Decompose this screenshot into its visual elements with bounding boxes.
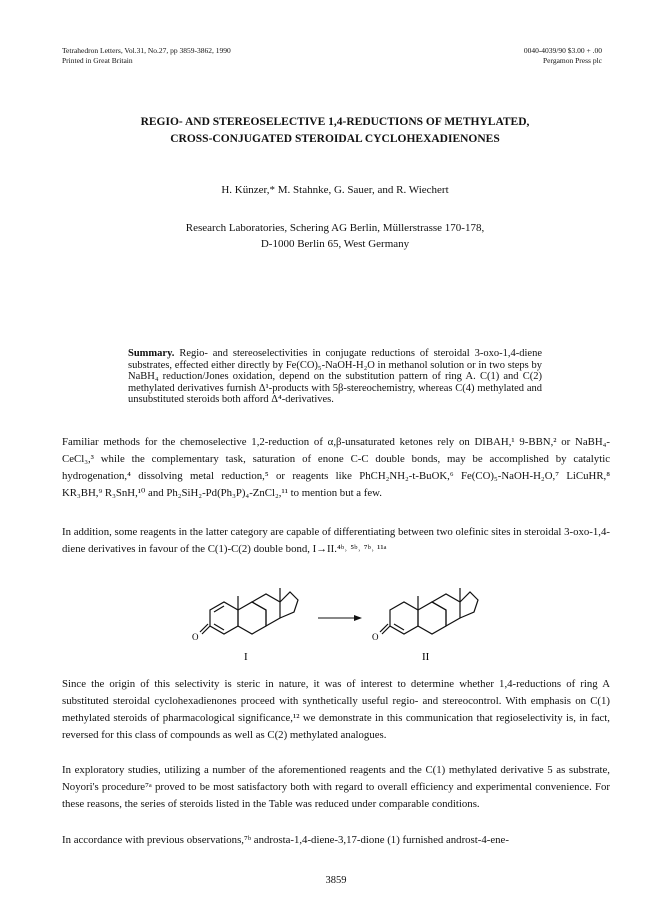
- paragraph-1-text: Familiar methods for the chemoselective 1,2-reduction of α,β-unsaturated ketones rely on DIBAH,¹ 9-BBN,² or NaBH₄-CeCl₃,³ while the complementary task, saturation of enone C-C double bonds, may be accomplished by catalytic hydrogenation,⁴ dissolving metal reduction,⁵ or reagents like PhCH₂NH₂-t-BuOK,⁶ Fe(CO)₅-NaOH-H₂O,⁷ LiCuHR,⁸ KR₃BH,⁹ R₃SnH,¹⁰ and Ph₂SiH₂-Pd(Ph₃P)₄-ZnCl₂,¹¹ to mention but a few.: [62, 436, 610, 499]
- title-line-1: REGIO- AND STEREOSELECTIVE 1,4-REDUCTIONS OF METHYLATED,: [140, 116, 530, 128]
- printed-note: Printed in Great Britain: [62, 56, 133, 65]
- carbonyl-second-II: [380, 624, 388, 632]
- ring-d-II: [460, 592, 478, 618]
- ring-c-I: [252, 594, 280, 626]
- paragraph-1: [62, 434, 610, 502]
- reaction-scheme: [180, 574, 490, 666]
- reaction-arrow: [318, 615, 362, 621]
- paragraph-2-text: In addition, some reagents in the latter category are capable of differentiating between two olefinic sites in steroidal 3-oxo-1,4-diene derivatives in favour of the C(1)-C(2) double bond, I→II.⁴ᵇ˒ ⁵ᵇ˒ ⁷ᵇ˒ ¹¹ᵃ: [62, 526, 610, 555]
- paragraph-3: [62, 676, 610, 744]
- ring-a-II: [390, 602, 418, 634]
- structure-label-I: I: [244, 651, 248, 663]
- paragraph-3-text: Since the origin of this selectivity is steric in nature, it was of interest to determine whether 1,4-reductions of ring A substituted steroidal cyclohexadienones proceed with synthetically useful regio- and stereocontrol. With emphasis on C(1) methylated steroids of pharmacological significance,¹² we demonstrate in this communication that regioselectivity is, in fact, reversed for this class of compounds as well as C(2) methylated analogues.: [62, 678, 610, 741]
- summary-label: Summary.: [128, 348, 175, 359]
- paragraph-2: [62, 524, 610, 558]
- ring-b-II: [418, 602, 446, 634]
- paragraph-4-text: In exploratory studies, utilizing a number of the aforementioned reagents and the C(1) methylated derivative 5 as substrate, Noyori's procedure⁷ᵃ proved to be most satisfactory both with regard to overall efficiency and experimental convenience. For these reasons, the series of steroids listed in the Table was reduced under comparable conditions.: [62, 764, 610, 810]
- carbonyl-II: [382, 626, 390, 634]
- authors: H. Künzer,* M. Stahnke, G. Sauer, and R. Wiechert: [221, 184, 449, 196]
- oxygen-label-II: O: [372, 632, 379, 642]
- paragraph-5: [62, 832, 610, 849]
- summary: [128, 348, 542, 406]
- journal-citation: Tetrahedron Letters, Vol.31, No.27, pp 3859-3862, 1990: [62, 46, 231, 55]
- ring-a-I: [210, 602, 238, 634]
- structure-label-II: II: [422, 651, 430, 663]
- paper-title: [62, 114, 608, 148]
- paragraph-5-text: In accordance with previous observations,⁷ᵇ androsta-1,4-diene-3,17-dione (1) furnished androst-4-ene-: [62, 834, 509, 846]
- price-code: 0040-4039/90 $3.00 + .00: [523, 46, 602, 55]
- carbonyl-second-I: [200, 624, 208, 632]
- publisher-name: Pergamon Press plc: [542, 56, 602, 65]
- journal-header: [62, 46, 231, 66]
- affiliation-line-1: Research Laboratories, Schering AG Berlin, Müllerstrasse 170-178,: [185, 222, 485, 234]
- publisher-header: [524, 46, 602, 66]
- affiliation: [62, 220, 608, 252]
- affiliation-line-2: D-1000 Berlin 65, West Germany: [260, 238, 410, 250]
- carbonyl-I: [202, 626, 210, 634]
- ring-d-I: [280, 592, 298, 618]
- summary-text: Regio- and stereoselectivities in conjugate reductions of steroidal 3-oxo-1,4-diene substrates, effected either directly by Fe(CO)₅-NaOH-H₂O in methanol solution or in two steps by NaBH₄ reduction/Jones oxidation, depend on the substitution pattern of ring A. C(1) and C(2) methylated derivatives furnish Δ¹-products with 5β-stereochemistry, whereas C(4) methylated and unsubstituted steroids both afford Δ⁴-derivatives.: [128, 348, 542, 405]
- title-line-2: CROSS-CONJUGATED STEROIDAL CYCLOHEXADIENONES: [170, 133, 500, 145]
- oxygen-label-I: O: [192, 632, 199, 642]
- ring-c-II: [432, 594, 460, 626]
- page-number: 3859: [325, 875, 347, 886]
- structure-II: [380, 588, 478, 634]
- ring-b-I: [238, 602, 266, 634]
- structure-I: [200, 588, 298, 634]
- paragraph-4: [62, 762, 610, 813]
